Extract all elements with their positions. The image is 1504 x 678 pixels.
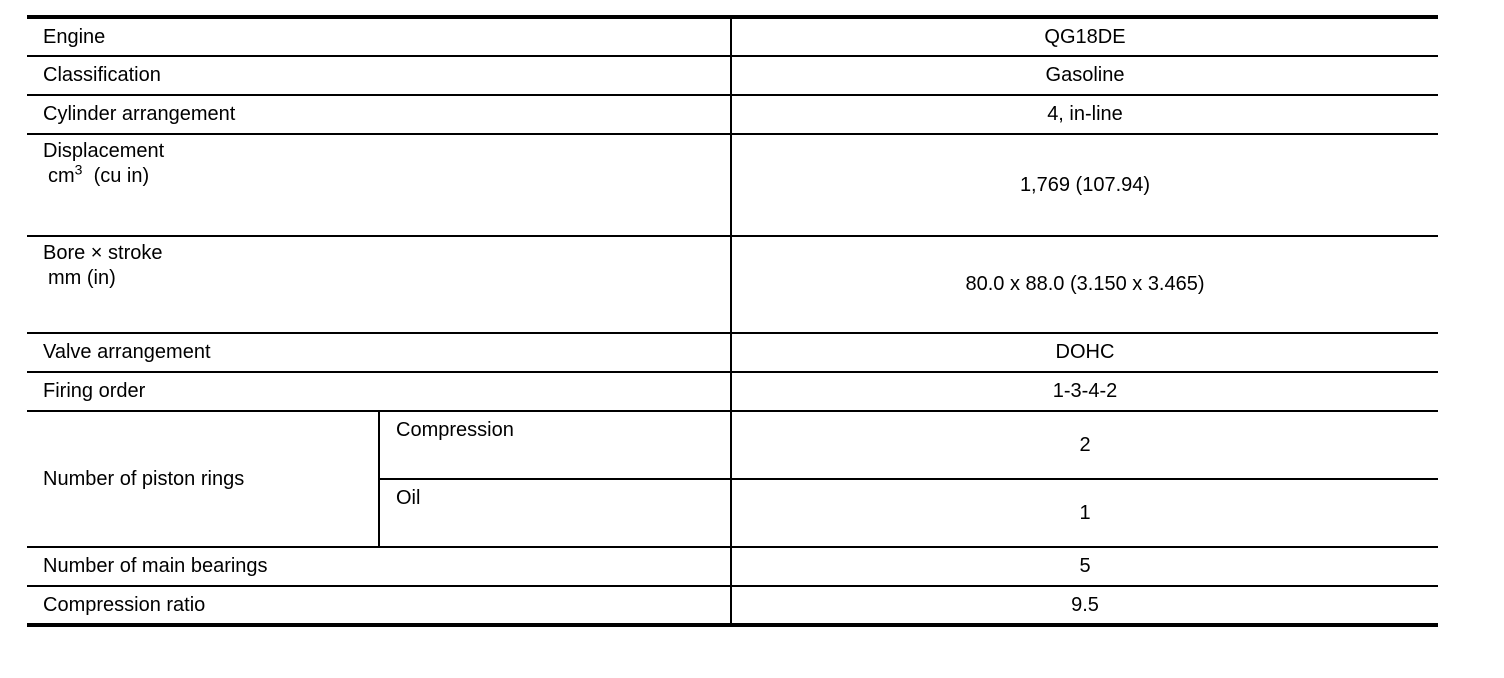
bore-stroke-cell [27, 236, 731, 333]
table-row-compression-rings [27, 411, 1438, 479]
displacement-unit [43, 161, 730, 189]
displacement-unit-exponent: 3 [74, 161, 83, 178]
table-row-main-bearings [27, 547, 1438, 586]
table-row-compression-ratio [27, 586, 1438, 625]
displacement-unit-rest: (cu in) [82, 165, 150, 187]
valve-arrangement-label: Valve arrangement [27, 333, 731, 372]
engine-label: Engine [27, 17, 731, 56]
bore-stroke-value: 80.0 x 88.0 (3.150 x 3.465) [731, 236, 1438, 333]
engine-spec-table [27, 15, 1438, 627]
table-row-engine [27, 17, 1438, 56]
compression-rings-value: 2 [731, 411, 1438, 479]
classification-label: Classification [27, 56, 731, 95]
classification-value: Gasoline [731, 56, 1438, 95]
oil-rings-label: Oil [379, 479, 731, 547]
table-row-cylinder-arrangement [27, 95, 1438, 134]
oil-rings-value: 1 [731, 479, 1438, 547]
valve-arrangement-value: DOHC [731, 333, 1438, 372]
main-bearings-label: Number of main bearings [27, 547, 731, 586]
firing-order-value: 1-3-4-2 [731, 372, 1438, 411]
cylinder-arrangement-label: Cylinder arrangement [27, 95, 731, 134]
displacement-value: 1,769 (107.94) [731, 134, 1438, 236]
table-row-bore-stroke [27, 236, 1438, 333]
table-row-classification [27, 56, 1438, 95]
compression-rings-label: Compression [379, 411, 731, 479]
bore-stroke-label: Bore × stroke [43, 242, 163, 264]
cylinder-arrangement-value: 4, in-line [731, 95, 1438, 134]
main-bearings-value: 5 [731, 547, 1438, 586]
displacement-label: Displacement [43, 140, 165, 162]
table-row-displacement [27, 134, 1438, 236]
table-row-firing-order [27, 372, 1438, 411]
piston-rings-label: Number of piston rings [27, 411, 379, 547]
displacement-unit-base: cm [48, 165, 75, 187]
table-row-valve-arrangement [27, 333, 1438, 372]
compression-ratio-label: Compression ratio [27, 586, 731, 625]
firing-order-label: Firing order [27, 372, 731, 411]
compression-ratio-value: 9.5 [731, 586, 1438, 625]
displacement-cell [27, 134, 731, 236]
engine-value: QG18DE [731, 17, 1438, 56]
bore-stroke-unit: mm (in) [48, 267, 116, 289]
